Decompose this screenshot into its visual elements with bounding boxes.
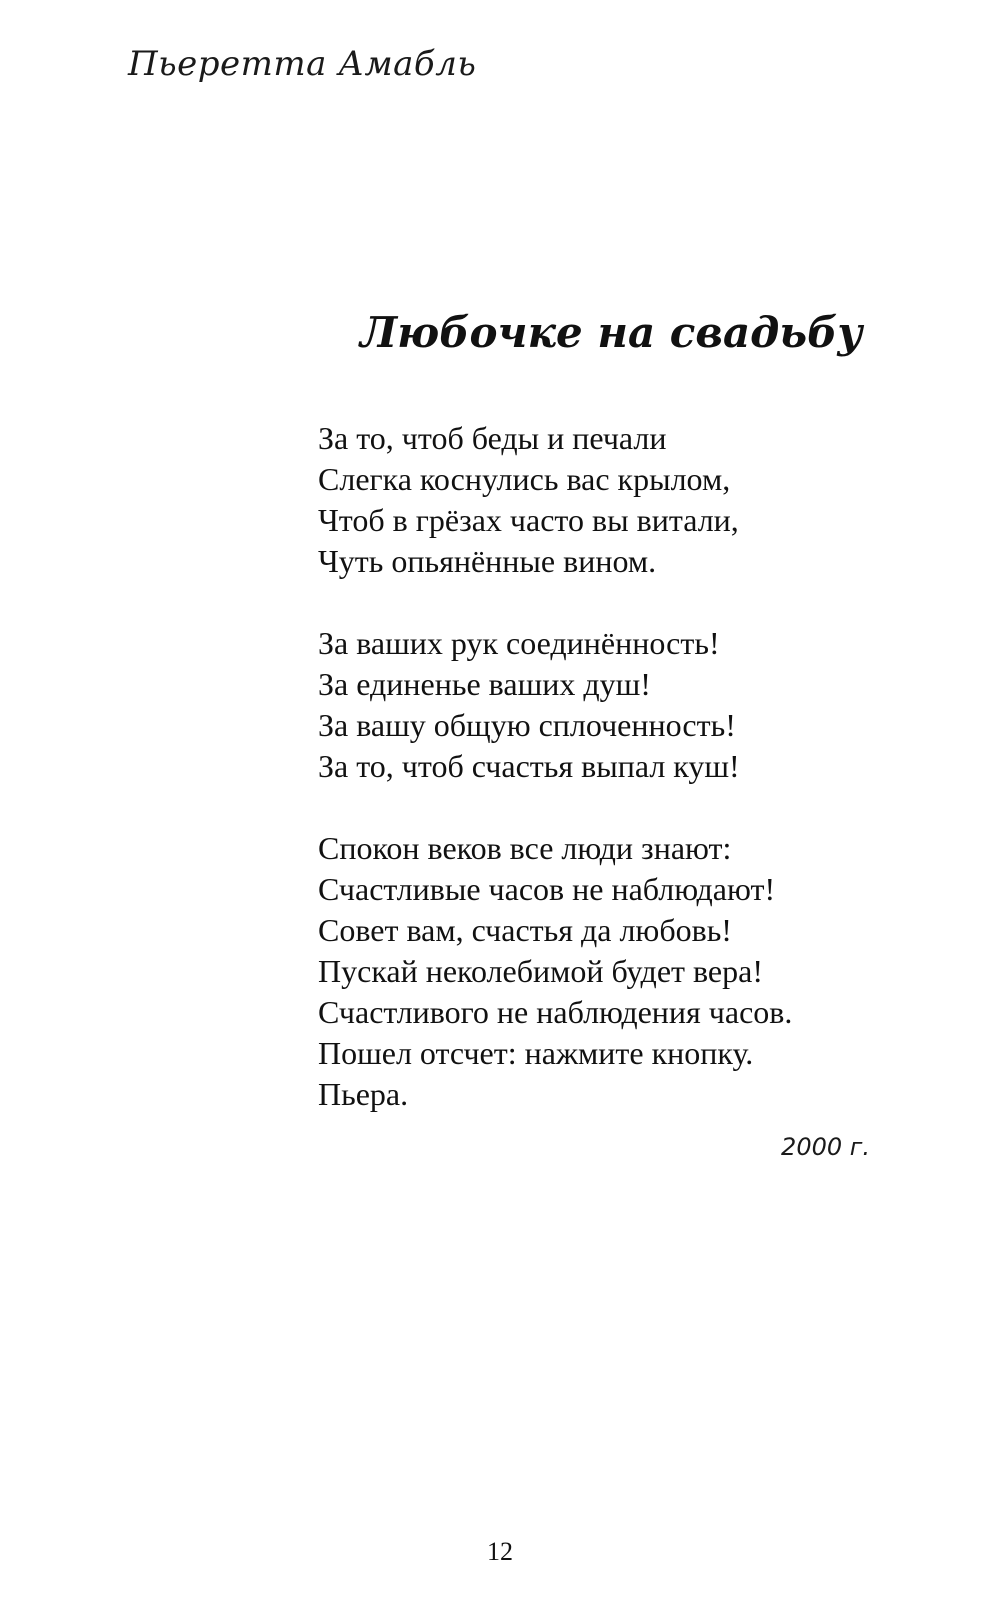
page-number: 12 [487, 1537, 513, 1566]
poem-line: Спокон веков все люди знают: [318, 830, 732, 866]
poem-line: Счастливого не наблюдения часов. [318, 994, 793, 1030]
poem-line: Чтоб в грёзах часто вы витали, [318, 502, 739, 538]
poem-line: Пьера. [318, 1076, 409, 1112]
running-head-author: Пьеретта Амабль [128, 44, 477, 84]
poem-line: За единенье ваших душ! [318, 666, 651, 702]
poem-title: Любочке на свадьбу [360, 308, 863, 357]
poem-line: Чуть опьянённые вином. [318, 543, 657, 579]
stanza-2 [318, 623, 878, 787]
poem-line: Пускай неколебимой будет вера! [318, 953, 763, 989]
poem-line: За то, чтоб беды и печали [318, 420, 667, 456]
poem-line: Совет вам, счастья да любовь! [318, 912, 732, 948]
poem-line: За вашу общую сплоченность! [318, 707, 736, 743]
poem-line: Пошел отсчет: нажмите кнопку. [318, 1035, 754, 1071]
poem-line: За ваших рук соединённость! [318, 625, 720, 661]
poem-line: Слегка коснулись вас крылом, [318, 461, 731, 497]
poem-line: За то, чтоб счастья выпал куш! [318, 748, 740, 784]
poem-line: Счастливые часов не наблюдают! [318, 871, 776, 907]
poem-date: 2000 г. [781, 1133, 870, 1161]
stanza-3 [318, 828, 878, 1115]
stanza-1 [318, 418, 878, 582]
poem-body [318, 418, 878, 1156]
